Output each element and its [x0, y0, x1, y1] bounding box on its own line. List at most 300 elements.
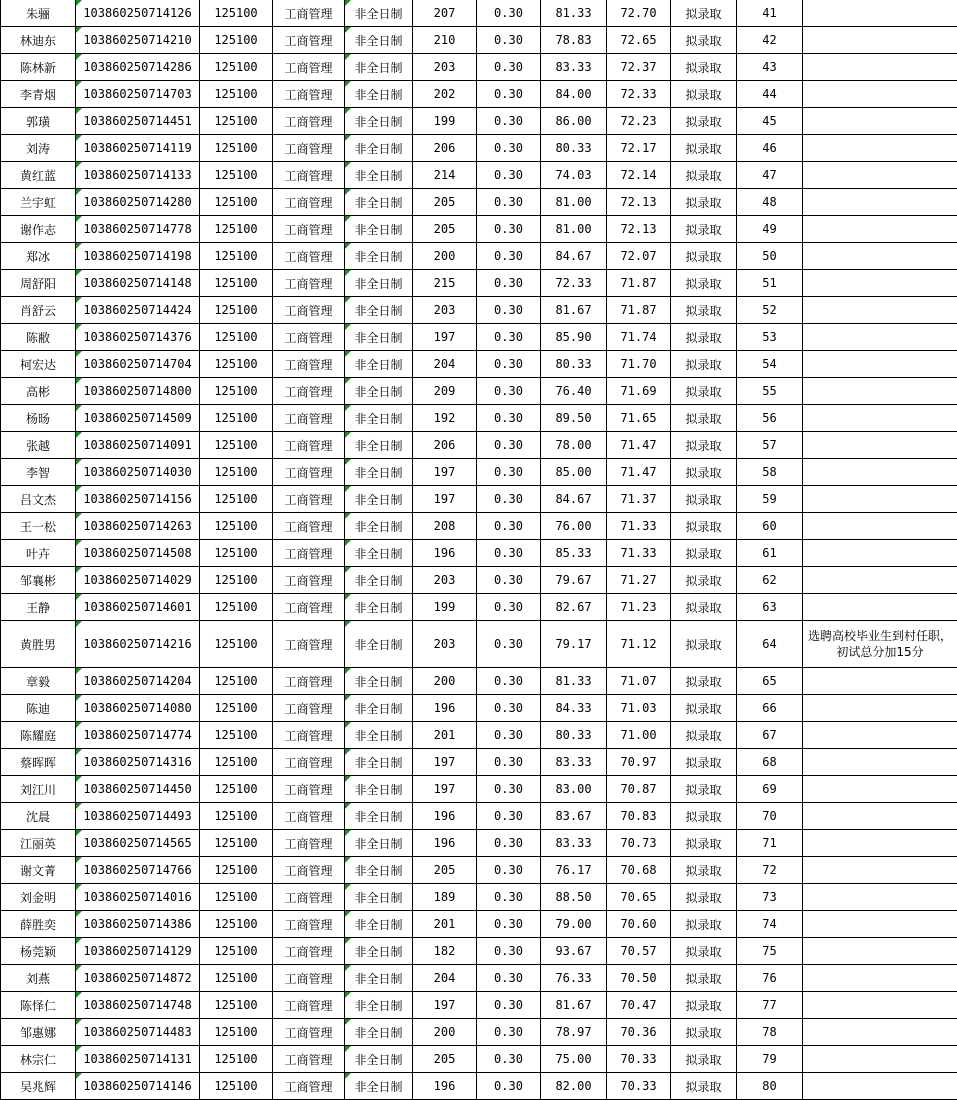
remark	[803, 776, 957, 803]
candidate-id: 103860250714508	[76, 540, 200, 567]
interview-score: 78.97	[541, 1019, 607, 1046]
remark	[803, 135, 957, 162]
major-code: 125100	[200, 594, 273, 621]
interview-score: 79.67	[541, 567, 607, 594]
weight: 0.30	[477, 189, 541, 216]
remark	[803, 594, 957, 621]
prelim-score: 189	[413, 884, 477, 911]
major-name: 工商管理	[273, 776, 345, 803]
interview-score: 93.67	[541, 938, 607, 965]
major-code: 125100	[200, 54, 273, 81]
candidate-id: 103860250714263	[76, 513, 200, 540]
remark	[803, 803, 957, 830]
remark	[803, 830, 957, 857]
admission-status: 拟录取	[671, 668, 737, 695]
prelim-score: 199	[413, 594, 477, 621]
study-mode: 非全日制	[345, 621, 413, 668]
candidate-name: 郑冰	[1, 243, 76, 270]
remark	[803, 884, 957, 911]
study-mode: 非全日制	[345, 992, 413, 1019]
weight: 0.30	[477, 486, 541, 513]
major-name: 工商管理	[273, 1073, 345, 1100]
study-mode: 非全日制	[345, 324, 413, 351]
major-name: 工商管理	[273, 567, 345, 594]
prelim-score: 210	[413, 27, 477, 54]
candidate-id: 103860250714030	[76, 459, 200, 486]
weight: 0.30	[477, 513, 541, 540]
total-score: 71.65	[607, 405, 671, 432]
study-mode: 非全日制	[345, 270, 413, 297]
major-name: 工商管理	[273, 432, 345, 459]
prelim-score: 202	[413, 81, 477, 108]
candidate-id: 103860250714509	[76, 405, 200, 432]
rank: 44	[737, 81, 803, 108]
admission-status: 拟录取	[671, 54, 737, 81]
candidate-id: 103860250714601	[76, 594, 200, 621]
study-mode: 非全日制	[345, 486, 413, 513]
prelim-score: 215	[413, 270, 477, 297]
remark	[803, 513, 957, 540]
major-code: 125100	[200, 405, 273, 432]
total-score: 71.87	[607, 270, 671, 297]
rank: 45	[737, 108, 803, 135]
major-code: 125100	[200, 857, 273, 884]
rank: 78	[737, 1019, 803, 1046]
interview-score: 81.33	[541, 0, 607, 27]
remark	[803, 405, 957, 432]
major-name: 工商管理	[273, 695, 345, 722]
candidate-id: 103860250714376	[76, 324, 200, 351]
candidate-id: 103860250714029	[76, 567, 200, 594]
study-mode: 非全日制	[345, 378, 413, 405]
interview-score: 79.00	[541, 911, 607, 938]
study-mode: 非全日制	[345, 54, 413, 81]
table-row	[1, 405, 957, 432]
total-score: 71.33	[607, 513, 671, 540]
rank: 53	[737, 324, 803, 351]
admission-status: 拟录取	[671, 830, 737, 857]
table-row	[1, 567, 957, 594]
interview-score: 81.33	[541, 668, 607, 695]
weight: 0.30	[477, 749, 541, 776]
remark	[803, 965, 957, 992]
rank: 79	[737, 1046, 803, 1073]
candidate-id: 103860250714483	[76, 1019, 200, 1046]
major-code: 125100	[200, 432, 273, 459]
interview-score: 80.33	[541, 135, 607, 162]
prelim-score: 206	[413, 432, 477, 459]
rank: 56	[737, 405, 803, 432]
prelim-score: 204	[413, 965, 477, 992]
interview-score: 83.33	[541, 54, 607, 81]
major-code: 125100	[200, 216, 273, 243]
study-mode: 非全日制	[345, 459, 413, 486]
candidate-name: 谢文菁	[1, 857, 76, 884]
total-score: 72.65	[607, 27, 671, 54]
major-code: 125100	[200, 324, 273, 351]
remark	[803, 1046, 957, 1073]
table-row	[1, 351, 957, 378]
major-name: 工商管理	[273, 459, 345, 486]
remark	[803, 992, 957, 1019]
weight: 0.30	[477, 567, 541, 594]
rank: 75	[737, 938, 803, 965]
remark	[803, 749, 957, 776]
major-name: 工商管理	[273, 992, 345, 1019]
candidate-name: 王一松	[1, 513, 76, 540]
admission-status: 拟录取	[671, 27, 737, 54]
study-mode: 非全日制	[345, 830, 413, 857]
remark	[803, 722, 957, 749]
major-name: 工商管理	[273, 668, 345, 695]
candidate-name: 陈迪	[1, 695, 76, 722]
prelim-score: 199	[413, 108, 477, 135]
table-row	[1, 135, 957, 162]
major-name: 工商管理	[273, 621, 345, 668]
total-score: 70.50	[607, 965, 671, 992]
rank: 46	[737, 135, 803, 162]
rank: 65	[737, 668, 803, 695]
rank: 52	[737, 297, 803, 324]
prelim-score: 205	[413, 1046, 477, 1073]
study-mode: 非全日制	[345, 405, 413, 432]
candidate-name: 沈晨	[1, 803, 76, 830]
major-name: 工商管理	[273, 189, 345, 216]
weight: 0.30	[477, 540, 541, 567]
remark	[803, 567, 957, 594]
major-code: 125100	[200, 27, 273, 54]
prelim-score: 197	[413, 324, 477, 351]
major-name: 工商管理	[273, 830, 345, 857]
total-score: 70.87	[607, 776, 671, 803]
admission-status: 拟录取	[671, 162, 737, 189]
admission-status: 拟录取	[671, 216, 737, 243]
major-code: 125100	[200, 621, 273, 668]
candidate-name: 吕文杰	[1, 486, 76, 513]
candidate-name: 张越	[1, 432, 76, 459]
study-mode: 非全日制	[345, 749, 413, 776]
weight: 0.30	[477, 803, 541, 830]
study-mode: 非全日制	[345, 776, 413, 803]
rank: 59	[737, 486, 803, 513]
rank: 69	[737, 776, 803, 803]
candidate-id: 103860250714565	[76, 830, 200, 857]
table-row	[1, 911, 957, 938]
interview-score: 81.00	[541, 189, 607, 216]
weight: 0.30	[477, 432, 541, 459]
total-score: 70.60	[607, 911, 671, 938]
prelim-score: 205	[413, 216, 477, 243]
rank: 41	[737, 0, 803, 27]
rank: 62	[737, 567, 803, 594]
weight: 0.30	[477, 965, 541, 992]
interview-score: 83.33	[541, 749, 607, 776]
weight: 0.30	[477, 594, 541, 621]
major-name: 工商管理	[273, 81, 345, 108]
major-name: 工商管理	[273, 297, 345, 324]
interview-score: 78.83	[541, 27, 607, 54]
candidate-name: 陈林新	[1, 54, 76, 81]
prelim-score: 196	[413, 540, 477, 567]
rank: 74	[737, 911, 803, 938]
rank: 51	[737, 270, 803, 297]
candidate-name: 黄红蓝	[1, 162, 76, 189]
remark	[803, 324, 957, 351]
total-score: 72.37	[607, 54, 671, 81]
admission-status: 拟录取	[671, 938, 737, 965]
major-code: 125100	[200, 81, 273, 108]
prelim-score: 214	[413, 162, 477, 189]
major-code: 125100	[200, 378, 273, 405]
remark	[803, 216, 957, 243]
rank: 67	[737, 722, 803, 749]
candidate-name: 王静	[1, 594, 76, 621]
rank: 55	[737, 378, 803, 405]
total-score: 71.12	[607, 621, 671, 668]
rank: 61	[737, 540, 803, 567]
table-row	[1, 1046, 957, 1073]
candidate-name: 林宗仁	[1, 1046, 76, 1073]
study-mode: 非全日制	[345, 668, 413, 695]
admission-status: 拟录取	[671, 243, 737, 270]
admission-status: 拟录取	[671, 594, 737, 621]
interview-score: 75.00	[541, 1046, 607, 1073]
admission-status: 拟录取	[671, 857, 737, 884]
interview-score: 85.33	[541, 540, 607, 567]
prelim-score: 197	[413, 776, 477, 803]
interview-score: 80.33	[541, 722, 607, 749]
major-code: 125100	[200, 965, 273, 992]
candidate-id: 103860250714156	[76, 486, 200, 513]
major-code: 125100	[200, 351, 273, 378]
table-row	[1, 0, 957, 27]
admission-status: 拟录取	[671, 378, 737, 405]
prelim-score: 196	[413, 695, 477, 722]
table-row	[1, 776, 957, 803]
candidate-id: 103860250714131	[76, 1046, 200, 1073]
candidate-id: 103860250714133	[76, 162, 200, 189]
candidate-id: 103860250714800	[76, 378, 200, 405]
weight: 0.30	[477, 216, 541, 243]
table-row	[1, 54, 957, 81]
table-row	[1, 884, 957, 911]
candidate-name: 周舒阳	[1, 270, 76, 297]
candidate-id: 103860250714146	[76, 1073, 200, 1100]
major-code: 125100	[200, 776, 273, 803]
candidate-id: 103860250714774	[76, 722, 200, 749]
candidate-name: 陈怿仁	[1, 992, 76, 1019]
prelim-score: 205	[413, 857, 477, 884]
major-name: 工商管理	[273, 243, 345, 270]
study-mode: 非全日制	[345, 189, 413, 216]
study-mode: 非全日制	[345, 81, 413, 108]
total-score: 71.00	[607, 722, 671, 749]
candidate-id: 103860250714280	[76, 189, 200, 216]
major-code: 125100	[200, 803, 273, 830]
admission-status: 拟录取	[671, 486, 737, 513]
total-score: 71.27	[607, 567, 671, 594]
admission-status: 拟录取	[671, 459, 737, 486]
major-code: 125100	[200, 108, 273, 135]
total-score: 71.23	[607, 594, 671, 621]
interview-score: 83.33	[541, 830, 607, 857]
interview-score: 74.03	[541, 162, 607, 189]
rank: 50	[737, 243, 803, 270]
weight: 0.30	[477, 938, 541, 965]
study-mode: 非全日制	[345, 1046, 413, 1073]
prelim-score: 197	[413, 486, 477, 513]
interview-score: 80.33	[541, 351, 607, 378]
rank: 42	[737, 27, 803, 54]
major-name: 工商管理	[273, 216, 345, 243]
total-score: 71.70	[607, 351, 671, 378]
candidate-name: 谢作志	[1, 216, 76, 243]
candidate-id: 103860250714286	[76, 54, 200, 81]
remark: 选聘高校毕业生到村任职，初试总分加15分	[803, 621, 957, 668]
prelim-score: 207	[413, 0, 477, 27]
major-code: 125100	[200, 459, 273, 486]
prelim-score: 200	[413, 243, 477, 270]
remark	[803, 695, 957, 722]
weight: 0.30	[477, 108, 541, 135]
candidate-id: 103860250714778	[76, 216, 200, 243]
total-score: 70.65	[607, 884, 671, 911]
total-score: 71.74	[607, 324, 671, 351]
total-score: 72.17	[607, 135, 671, 162]
total-score: 70.47	[607, 992, 671, 1019]
weight: 0.30	[477, 459, 541, 486]
candidate-id: 103860250714129	[76, 938, 200, 965]
remark	[803, 857, 957, 884]
prelim-score: 197	[413, 749, 477, 776]
weight: 0.30	[477, 695, 541, 722]
weight: 0.30	[477, 54, 541, 81]
study-mode: 非全日制	[345, 938, 413, 965]
major-name: 工商管理	[273, 965, 345, 992]
table-row	[1, 324, 957, 351]
study-mode: 非全日制	[345, 884, 413, 911]
major-code: 125100	[200, 270, 273, 297]
remark	[803, 432, 957, 459]
rank: 66	[737, 695, 803, 722]
candidate-id: 103860250714748	[76, 992, 200, 1019]
admission-status: 拟录取	[671, 108, 737, 135]
candidate-name: 李青烟	[1, 81, 76, 108]
admission-status: 拟录取	[671, 567, 737, 594]
total-score: 70.33	[607, 1046, 671, 1073]
candidate-id: 103860250714766	[76, 857, 200, 884]
prelim-score: 182	[413, 938, 477, 965]
major-code: 125100	[200, 135, 273, 162]
rank: 70	[737, 803, 803, 830]
remark	[803, 668, 957, 695]
major-code: 125100	[200, 486, 273, 513]
major-name: 工商管理	[273, 0, 345, 27]
rank: 68	[737, 749, 803, 776]
candidate-id: 103860250714091	[76, 432, 200, 459]
admission-status: 拟录取	[671, 911, 737, 938]
candidate-name: 薛胜奕	[1, 911, 76, 938]
candidate-name: 李智	[1, 459, 76, 486]
major-name: 工商管理	[273, 938, 345, 965]
total-score: 71.03	[607, 695, 671, 722]
admission-status: 拟录取	[671, 0, 737, 27]
rank: 63	[737, 594, 803, 621]
interview-score: 84.00	[541, 81, 607, 108]
interview-score: 89.50	[541, 405, 607, 432]
remark	[803, 108, 957, 135]
weight: 0.30	[477, 857, 541, 884]
total-score: 70.36	[607, 1019, 671, 1046]
candidate-name: 柯宏达	[1, 351, 76, 378]
major-code: 125100	[200, 992, 273, 1019]
total-score: 72.70	[607, 0, 671, 27]
interview-score: 78.00	[541, 432, 607, 459]
candidate-name: 黄胜男	[1, 621, 76, 668]
total-score: 72.13	[607, 216, 671, 243]
rank: 71	[737, 830, 803, 857]
admission-status: 拟录取	[671, 776, 737, 803]
weight: 0.30	[477, 270, 541, 297]
remark	[803, 938, 957, 965]
major-code: 125100	[200, 513, 273, 540]
rank: 60	[737, 513, 803, 540]
major-code: 125100	[200, 749, 273, 776]
prelim-score: 200	[413, 668, 477, 695]
study-mode: 非全日制	[345, 432, 413, 459]
study-mode: 非全日制	[345, 803, 413, 830]
interview-score: 82.67	[541, 594, 607, 621]
total-score: 72.33	[607, 81, 671, 108]
table-row	[1, 216, 957, 243]
major-code: 125100	[200, 243, 273, 270]
major-name: 工商管理	[273, 911, 345, 938]
table-row	[1, 992, 957, 1019]
total-score: 72.23	[607, 108, 671, 135]
prelim-score: 209	[413, 378, 477, 405]
major-name: 工商管理	[273, 108, 345, 135]
prelim-score: 196	[413, 830, 477, 857]
table-row	[1, 81, 957, 108]
major-code: 125100	[200, 297, 273, 324]
remark	[803, 0, 957, 27]
major-name: 工商管理	[273, 405, 345, 432]
study-mode: 非全日制	[345, 567, 413, 594]
table-row	[1, 27, 957, 54]
remark	[803, 189, 957, 216]
weight: 0.30	[477, 722, 541, 749]
candidate-id: 103860250714386	[76, 911, 200, 938]
interview-score: 81.67	[541, 992, 607, 1019]
admission-status: 拟录取	[671, 297, 737, 324]
candidate-id: 103860250714493	[76, 803, 200, 830]
admission-status: 拟录取	[671, 695, 737, 722]
candidate-id: 103860250714451	[76, 108, 200, 135]
remark	[803, 911, 957, 938]
prelim-score: 208	[413, 513, 477, 540]
total-score: 71.69	[607, 378, 671, 405]
table-row	[1, 621, 957, 668]
major-code: 125100	[200, 830, 273, 857]
major-name: 工商管理	[273, 803, 345, 830]
remark	[803, 378, 957, 405]
table-row	[1, 297, 957, 324]
major-code: 125100	[200, 540, 273, 567]
interview-score: 83.00	[541, 776, 607, 803]
weight: 0.30	[477, 162, 541, 189]
prelim-score: 203	[413, 567, 477, 594]
remark	[803, 270, 957, 297]
